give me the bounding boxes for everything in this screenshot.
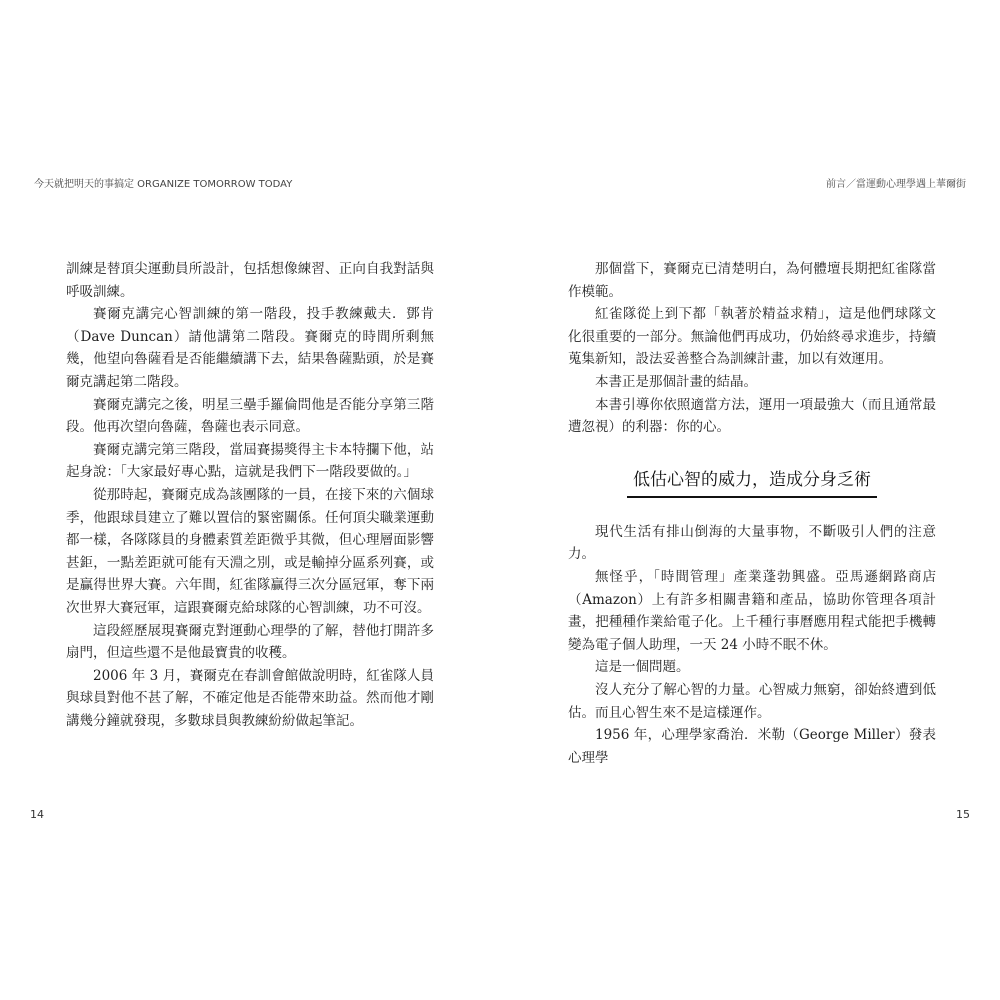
paragraph: 本書引導你依照適當方法，運用一項最強大（而且通常最遭忽視）的利器：你的心。 [568, 396, 936, 436]
paragraph: 2006 年 3 月，賽爾克在春訓會館做說明時，紅雀隊人員與球員對他不甚了解，不確定他是否能帶來助益。然而他才剛講幾分鐘就發現，多數球員與教練紛紛做起筆記。 [66, 667, 434, 729]
left-body-text [66, 258, 434, 732]
paragraph: 從那時起，賽爾克成為該團隊的一員，在接下來的六個球季，他跟球員建立了難以置信的緊密關係。任何頂尖職業運動都一樣，各隊隊員的身體素質差距微乎其微，但心理層面影響甚鉅，一點差距就可能有天淵之別，或是輸掉分區系列賽，或是贏得世界大賽。六年間，紅雀隊贏得三次分區冠軍，奪下兩次世界大賽冠軍，這跟賽爾克給球隊的心智訓練，功不可沒。 [66, 486, 434, 616]
paragraph: 訓練是替頂尖運動員所設計，包括想像練習、正向自我對話與呼吸訓練。 [66, 261, 434, 300]
right-page [500, 0, 1000, 1000]
paragraph: 本書正是那個計畫的結晶。 [595, 373, 757, 390]
right-body-text [568, 258, 936, 769]
paragraph: 賽爾克講完心智訓練的第一階段，投手教練戴夫．鄧肯（Dave Duncan）請他講第二階段。賽爾克的時間所剩無幾，他望向魯薩看是否能繼續講下去，結果魯薩點頭，於是賽爾克講起第二階段。 [66, 306, 434, 390]
paragraph: 這段經歷展現賽爾克對運動心理學的了解，替他打開許多扇門，但這些還不是他最寶貴的收穫。 [66, 622, 434, 662]
section-heading-text: 低估心智的威力，造成分身乏術 [627, 468, 877, 498]
paragraph: 賽爾克講完之後，明星三壘手羅倫問他是否能分享第三階段。他再次望向魯薩，魯薩也表示同意。 [66, 396, 434, 436]
left-page-number: 14 [30, 808, 44, 821]
paragraph: 這是一個問題。 [595, 659, 690, 676]
paragraph: 那個當下，賽爾克已清楚明白，為何體壇長期把紅雀隊當作模範。 [568, 261, 936, 300]
right-running-head: 前言／當運動心理學遇上華爾街 [826, 179, 966, 190]
paragraph: 沒人充分了解心智的力量。心智威力無窮，卻始終遭到低估。而且心智生來不是這樣運作。 [568, 681, 936, 721]
paragraph: 紅雀隊從上到下都「執著於精益求精」，這是他們球隊文化很重要的一部分。無論他們再成功，仍始終尋求進步，持續蒐集新知，設法妥善整合為訓練計畫，加以有效運用。 [568, 306, 936, 368]
left-running-head: 今天就把明天的事搞定 ORGANIZE TOMORROW TODAY [34, 179, 293, 190]
paragraph: 賽爾克講完第三階段，當屆賽揚獎得主卡本特攔下他，站起身說：「大家最好專心點，這就是我們下一階段要做的。」 [66, 441, 434, 481]
paragraph: 無怪乎，「時間管理」產業蓬勃興盛。亞馬遜網路商店（Amazon）上有許多相關書籍和產品，協助你管理各項計畫，把種種作業給電子化。上千種行事曆應用程式能把手機轉變為電子個人助理，一天 24 小時不眠不休。 [568, 568, 936, 653]
paragraph: 1956 年，心理學家喬治．米勒（George Miller）發表心理學 [568, 727, 936, 766]
right-page-number: 15 [956, 808, 970, 821]
paragraph: 現代生活有排山倒海的大量事物，不斷吸引人們的注意力。 [568, 523, 936, 563]
section-heading [568, 468, 936, 498]
